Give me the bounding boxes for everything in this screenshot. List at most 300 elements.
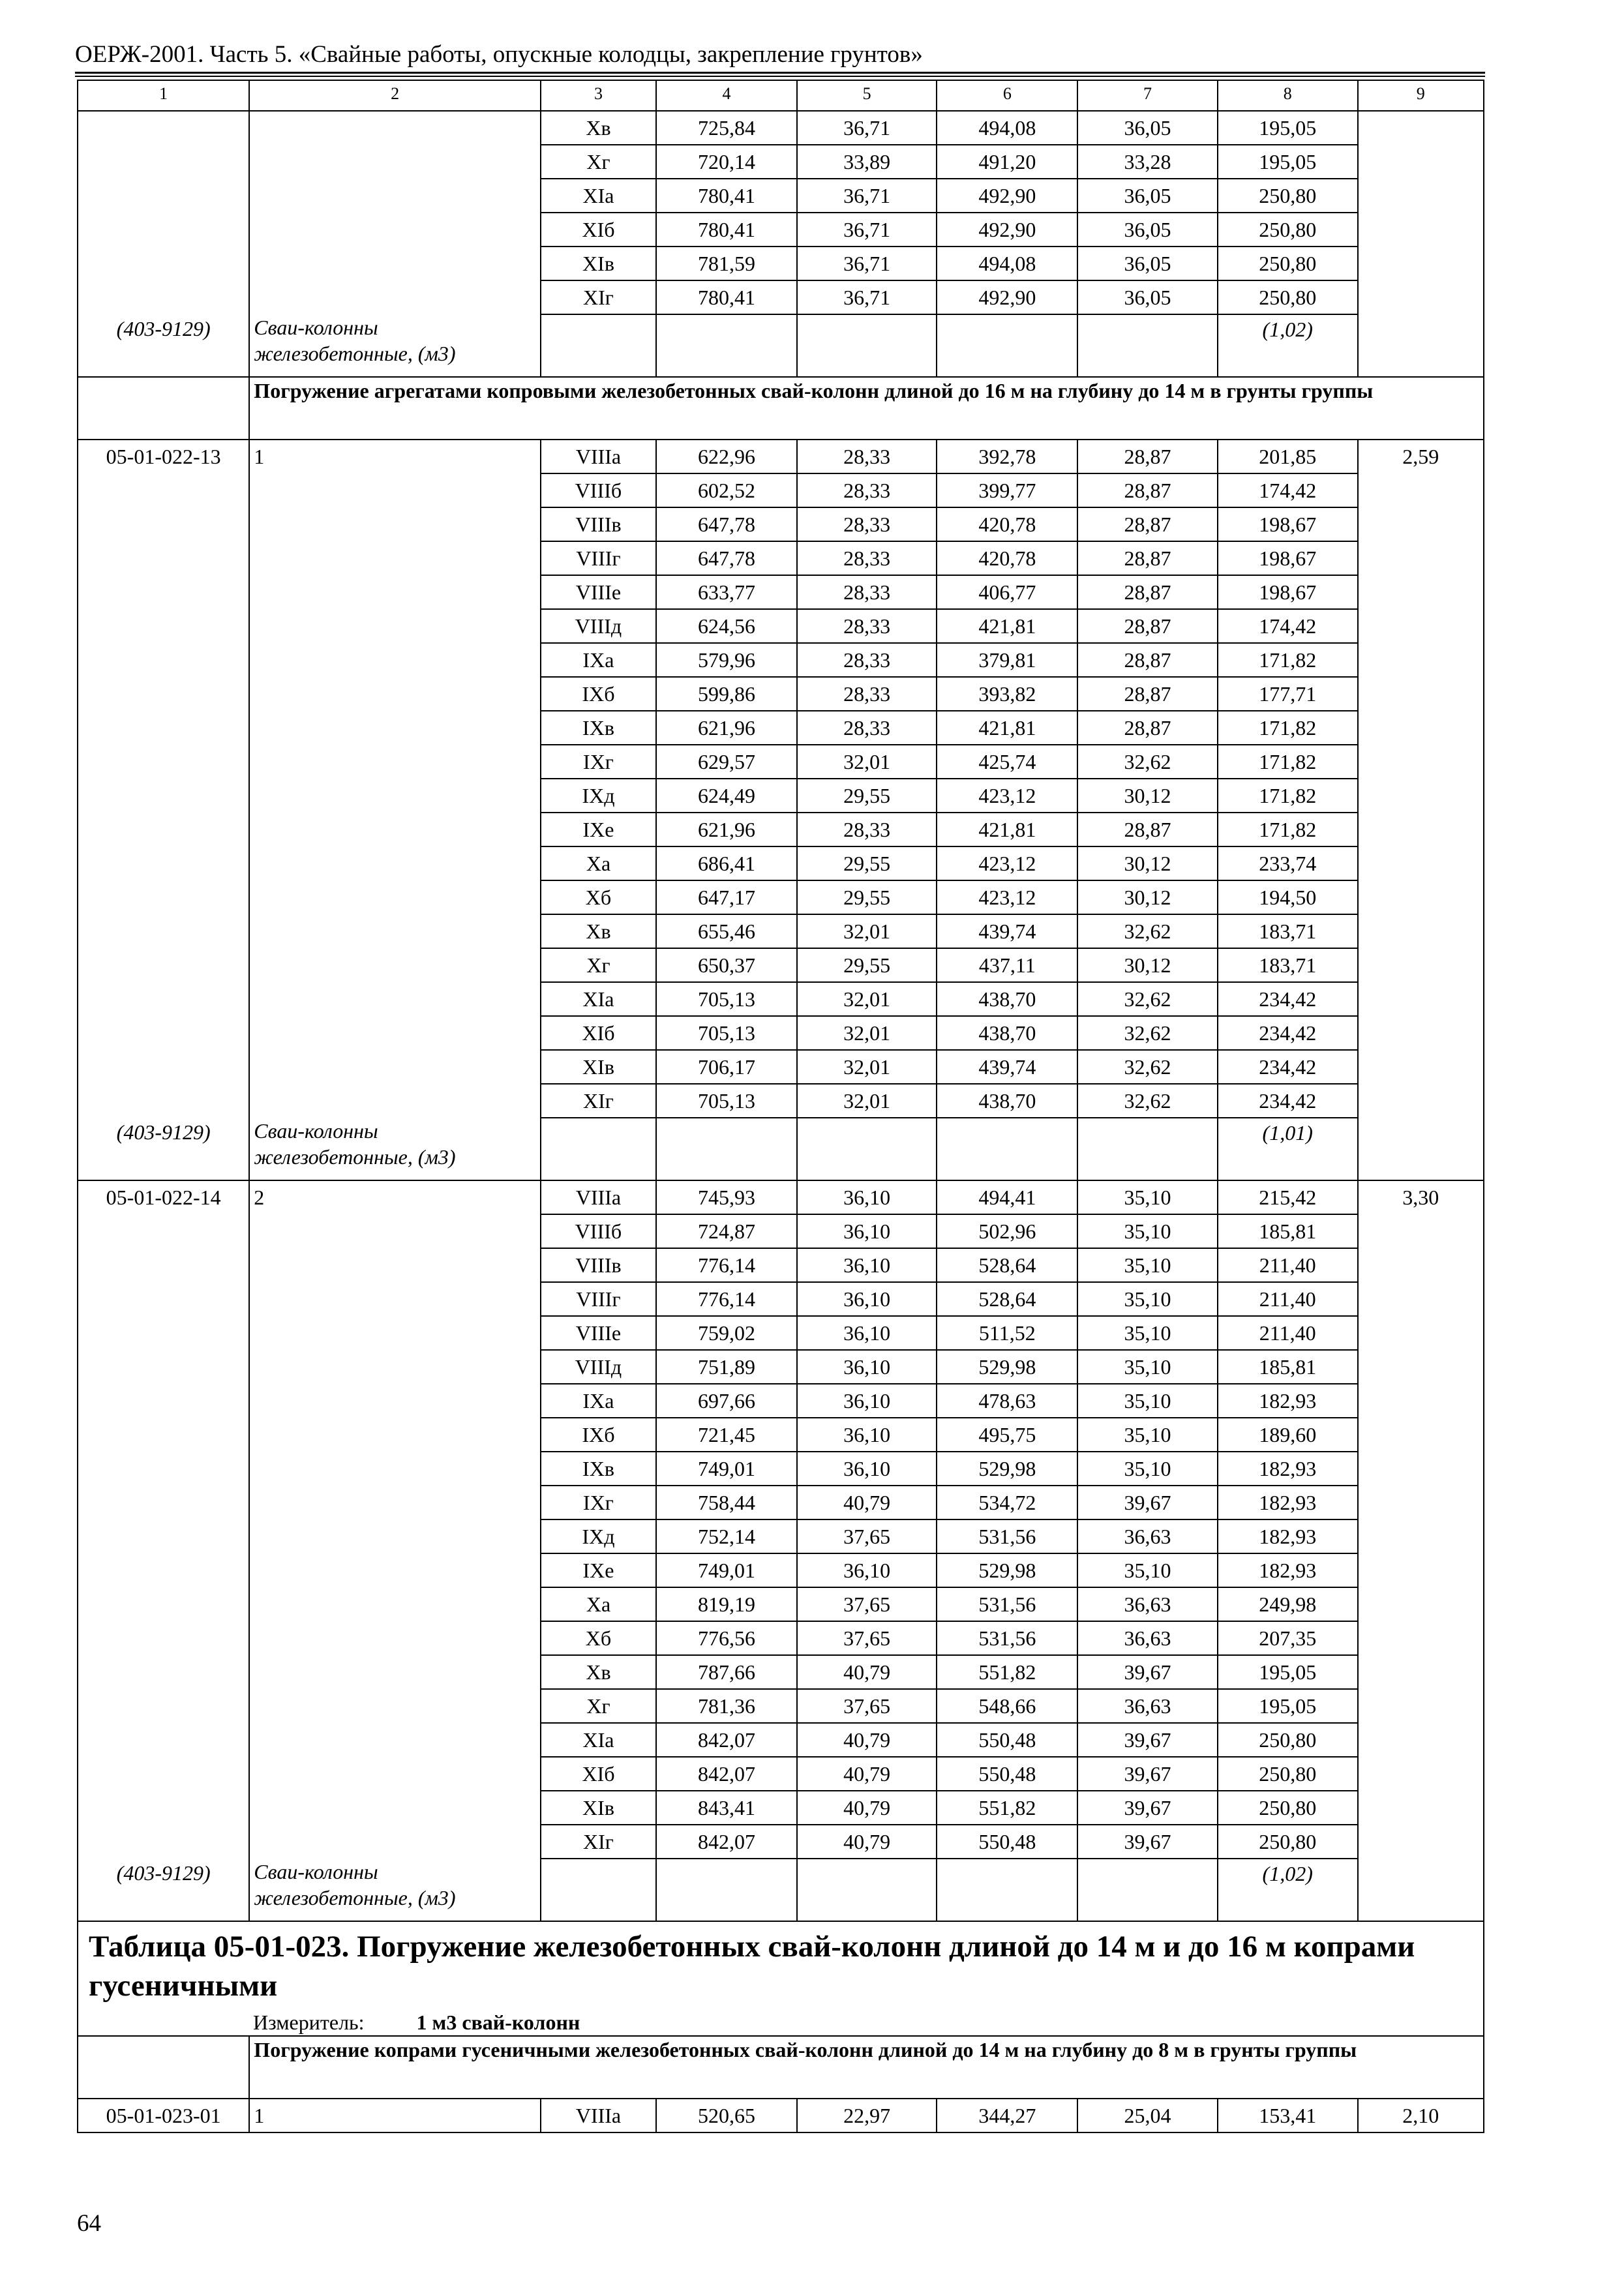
value-cell: 633,77: [656, 575, 797, 609]
value-cell: 36,10: [797, 1248, 937, 1282]
value-cell: 548,66: [937, 1689, 1077, 1723]
group-cell: [249, 1791, 541, 1825]
code-cell: [78, 1084, 249, 1118]
group-cell: [249, 914, 541, 948]
value-cell: 177,71: [1218, 677, 1358, 711]
empty-cell: [1358, 1118, 1484, 1180]
value-cell: 425,74: [937, 745, 1077, 779]
norm-cell: [1358, 1757, 1484, 1791]
empty-cell: [656, 1859, 797, 1921]
soil-class-cell: VIIIд: [541, 609, 656, 643]
soil-class-cell: ХIа: [541, 179, 656, 213]
rate-row: [78, 1655, 1484, 1689]
value-cell: 647,78: [656, 541, 797, 575]
value-cell: 28,33: [797, 711, 937, 745]
norm-cell: [1358, 813, 1484, 846]
material-row: [78, 314, 1484, 377]
value-cell: 28,33: [797, 440, 937, 473]
soil-class-cell: VIIIа: [541, 1180, 656, 1214]
value-cell: 705,13: [656, 1016, 797, 1050]
value-cell: 35,10: [1077, 1316, 1218, 1350]
column-number-cell: 3: [541, 80, 656, 111]
value-cell: 37,65: [797, 1519, 937, 1553]
value-cell: 36,63: [1077, 1519, 1218, 1553]
value-cell: 531,56: [937, 1519, 1077, 1553]
rate-row: [78, 643, 1484, 677]
value-cell: 29,55: [797, 846, 937, 880]
value-cell: 776,14: [656, 1248, 797, 1282]
soil-class-cell: Хг: [541, 1689, 656, 1723]
material-coef-cell: (1,02): [1218, 1859, 1358, 1921]
rate-row: [78, 846, 1484, 880]
value-cell: 749,01: [656, 1553, 797, 1587]
empty-cell: [78, 377, 249, 440]
value-cell: 36,63: [1077, 1587, 1218, 1621]
norm-cell: [1358, 111, 1484, 145]
value-cell: 250,80: [1218, 1825, 1358, 1859]
rate-row: [78, 779, 1484, 813]
value-cell: 35,10: [1077, 1248, 1218, 1282]
value-cell: 621,96: [656, 711, 797, 745]
value-cell: 529,98: [937, 1350, 1077, 1384]
column-number-cell: 6: [937, 80, 1077, 111]
code-cell: [78, 1452, 249, 1486]
value-cell: 534,72: [937, 1486, 1077, 1519]
rate-row: [78, 1486, 1484, 1519]
norm-cell: [1358, 247, 1484, 280]
value-cell: 32,62: [1077, 914, 1218, 948]
soil-class-cell: ХIв: [541, 247, 656, 280]
value-cell: 551,82: [937, 1791, 1077, 1825]
column-number-cell: 5: [797, 80, 937, 111]
rate-row: [78, 1689, 1484, 1723]
value-cell: 32,01: [797, 745, 937, 779]
empty-cell: [937, 1118, 1077, 1180]
subheader-text: Погружение копрами гусеничными железобетонных свай-колонн длиной до 14 м на глубину до 8 м в грунты группы: [249, 2036, 1484, 2099]
value-cell: 211,40: [1218, 1282, 1358, 1316]
value-cell: 686,41: [656, 846, 797, 880]
column-number-cell: 4: [656, 80, 797, 111]
norm-cell: [1358, 1248, 1484, 1282]
soil-class-cell: VIIIв: [541, 1248, 656, 1282]
norm-cell: 2,59: [1358, 440, 1484, 473]
value-cell: 478,63: [937, 1384, 1077, 1418]
norm-cell: [1358, 1282, 1484, 1316]
value-cell: 579,96: [656, 643, 797, 677]
soil-class-cell: VIIIа: [541, 2099, 656, 2132]
soil-class-cell: Хг: [541, 145, 656, 179]
rate-row: [78, 1316, 1484, 1350]
value-cell: 183,71: [1218, 914, 1358, 948]
empty-cell: [1077, 314, 1218, 377]
norm-cell: [1358, 1689, 1484, 1723]
value-cell: 725,84: [656, 111, 797, 145]
value-cell: 29,55: [797, 948, 937, 982]
value-cell: 183,71: [1218, 948, 1358, 982]
norm-cell: [1358, 1553, 1484, 1587]
soil-class-cell: VIIIе: [541, 1316, 656, 1350]
column-number-row: [78, 80, 1484, 111]
norm-cell: [1358, 779, 1484, 813]
column-number-cell: 1: [78, 80, 249, 111]
soil-class-cell: VIIIг: [541, 541, 656, 575]
norm-cell: [1358, 948, 1484, 982]
norm-cell: [1358, 507, 1484, 541]
value-cell: 32,62: [1077, 982, 1218, 1016]
group-cell: [249, 609, 541, 643]
value-cell: 39,67: [1077, 1825, 1218, 1859]
value-cell: 36,71: [797, 280, 937, 314]
material-ref-cell: (403-9129): [78, 314, 249, 377]
value-cell: 439,74: [937, 914, 1077, 948]
value-cell: 421,81: [937, 711, 1077, 745]
group-cell: [249, 880, 541, 914]
page-number: 64: [77, 2210, 101, 2237]
code-cell: [78, 1486, 249, 1519]
rate-row: [78, 1553, 1484, 1587]
soil-class-cell: ХIа: [541, 982, 656, 1016]
value-cell: 423,12: [937, 880, 1077, 914]
value-cell: 250,80: [1218, 247, 1358, 280]
group-cell: [249, 1825, 541, 1859]
norm-cell: [1358, 1587, 1484, 1621]
value-cell: 35,10: [1077, 1350, 1218, 1384]
material-ref-cell: (403-9129): [78, 1118, 249, 1180]
code-cell: [78, 1723, 249, 1757]
value-cell: 706,17: [656, 1050, 797, 1084]
group-cell: [249, 111, 541, 145]
norm-cell: [1358, 1791, 1484, 1825]
value-cell: 655,46: [656, 914, 797, 948]
code-cell: [78, 1553, 249, 1587]
group-cell: [249, 1689, 541, 1723]
value-cell: 494,08: [937, 247, 1077, 280]
group-cell: [249, 779, 541, 813]
group-cell: [249, 1350, 541, 1384]
soil-class-cell: ХIг: [541, 1084, 656, 1118]
rate-row: [78, 745, 1484, 779]
norm-cell: [1358, 1084, 1484, 1118]
norm-cell: [1358, 541, 1484, 575]
soil-class-cell: VIIIб: [541, 473, 656, 507]
group-cell: [249, 179, 541, 213]
soil-class-cell: VIIIа: [541, 440, 656, 473]
value-cell: 697,66: [656, 1384, 797, 1418]
group-cell: [249, 1723, 541, 1757]
rate-row: [78, 473, 1484, 507]
value-cell: 28,87: [1077, 507, 1218, 541]
code-cell: [78, 213, 249, 247]
rate-row: [78, 1418, 1484, 1452]
rate-row: [78, 1587, 1484, 1621]
code-cell: [78, 1316, 249, 1350]
value-cell: 602,52: [656, 473, 797, 507]
value-cell: 492,90: [937, 280, 1077, 314]
group-cell: [249, 1248, 541, 1282]
norm-cell: [1358, 1350, 1484, 1384]
value-cell: 36,63: [1077, 1621, 1218, 1655]
soil-class-cell: IХб: [541, 1418, 656, 1452]
value-cell: 250,80: [1218, 280, 1358, 314]
value-cell: 32,62: [1077, 1050, 1218, 1084]
value-cell: 36,71: [797, 111, 937, 145]
soil-class-cell: ХIб: [541, 1757, 656, 1791]
norm-cell: [1358, 643, 1484, 677]
table-title-cell: [78, 1921, 1484, 2036]
unit-label: Измеритель:: [253, 2011, 365, 2034]
value-cell: 787,66: [656, 1655, 797, 1689]
value-cell: 189,60: [1218, 1418, 1358, 1452]
value-cell: 529,98: [937, 1553, 1077, 1587]
empty-cell: [797, 1859, 937, 1921]
value-cell: 185,81: [1218, 1350, 1358, 1384]
soil-class-cell: VIIIд: [541, 1350, 656, 1384]
empty-cell: [1077, 1859, 1218, 1921]
value-cell: 36,10: [797, 1214, 937, 1248]
value-cell: 36,10: [797, 1350, 937, 1384]
rate-row: [78, 914, 1484, 948]
value-cell: 36,63: [1077, 1689, 1218, 1723]
value-cell: 25,04: [1077, 2099, 1218, 2132]
code-cell: [78, 982, 249, 1016]
value-cell: 35,10: [1077, 1452, 1218, 1486]
code-cell: [78, 575, 249, 609]
rate-row: [78, 711, 1484, 745]
rate-row: [78, 609, 1484, 643]
value-cell: 32,62: [1077, 1016, 1218, 1050]
code-cell: [78, 948, 249, 982]
norm-cell: [1358, 1384, 1484, 1418]
group-cell: [249, 1452, 541, 1486]
code-cell: [78, 643, 249, 677]
value-cell: 28,33: [797, 643, 937, 677]
soil-class-cell: ХIг: [541, 280, 656, 314]
value-cell: 28,87: [1077, 541, 1218, 575]
rate-row: [78, 1050, 1484, 1084]
value-cell: 29,55: [797, 880, 937, 914]
value-cell: 423,12: [937, 779, 1077, 813]
subheader-text: Погружение агрегатами копровыми железобетонных свай-колонн длиной до 16 м на глубину до 14 м в грунты группы: [249, 377, 1484, 440]
norm-cell: [1358, 982, 1484, 1016]
norm-cell: [1358, 1418, 1484, 1452]
group-cell: [249, 677, 541, 711]
value-cell: 36,10: [797, 1316, 937, 1350]
norm-cell: [1358, 1519, 1484, 1553]
value-cell: 182,93: [1218, 1486, 1358, 1519]
code-cell: [78, 1248, 249, 1282]
value-cell: 28,33: [797, 813, 937, 846]
code-cell: [78, 1791, 249, 1825]
value-cell: 647,78: [656, 507, 797, 541]
soil-class-cell: IХг: [541, 1486, 656, 1519]
value-cell: 780,41: [656, 280, 797, 314]
value-cell: 182,93: [1218, 1452, 1358, 1486]
rate-row: [78, 213, 1484, 247]
empty-cell: [1358, 314, 1484, 377]
value-cell: 843,41: [656, 1791, 797, 1825]
value-cell: 174,42: [1218, 473, 1358, 507]
norm-cell: [1358, 677, 1484, 711]
value-cell: 550,48: [937, 1825, 1077, 1859]
norm-cell: [1358, 1452, 1484, 1486]
code-cell: [78, 1655, 249, 1689]
code-cell: [78, 677, 249, 711]
table-title: Таблица 05-01-023. Погружение железобетонных свай-колонн длиной до 14 м и до 16 м копрами гусеничными: [89, 1930, 1415, 2003]
soil-class-cell: IХв: [541, 711, 656, 745]
soil-class-cell: IХа: [541, 1384, 656, 1418]
value-cell: 215,42: [1218, 1180, 1358, 1214]
value-cell: 550,48: [937, 1723, 1077, 1757]
soil-class-cell: VIIIг: [541, 1282, 656, 1316]
value-cell: 32,01: [797, 1016, 937, 1050]
column-number-cell: 8: [1218, 80, 1358, 111]
code-cell: 05-01-022-13: [78, 440, 249, 473]
rate-row: [78, 1825, 1484, 1859]
value-cell: 250,80: [1218, 1791, 1358, 1825]
value-cell: 776,56: [656, 1621, 797, 1655]
value-cell: 201,85: [1218, 440, 1358, 473]
value-cell: 492,90: [937, 213, 1077, 247]
column-number-cell: 7: [1077, 80, 1218, 111]
value-cell: 421,81: [937, 609, 1077, 643]
code-cell: [78, 846, 249, 880]
norm-cell: [1358, 280, 1484, 314]
norm-cell: [1358, 213, 1484, 247]
norm-cell: [1358, 473, 1484, 507]
value-cell: 752,14: [656, 1519, 797, 1553]
soil-class-cell: IХе: [541, 813, 656, 846]
value-cell: 622,96: [656, 440, 797, 473]
value-cell: 234,42: [1218, 1084, 1358, 1118]
rate-row: [78, 280, 1484, 314]
value-cell: 2,10: [1358, 2099, 1484, 2132]
value-cell: 650,37: [656, 948, 797, 982]
value-cell: 30,12: [1077, 948, 1218, 982]
header-rule: [75, 72, 1485, 74]
value-cell: 37,65: [797, 1689, 937, 1723]
value-cell: 399,77: [937, 473, 1077, 507]
value-cell: 28,33: [797, 507, 937, 541]
code-cell: [78, 1214, 249, 1248]
subheader-row: [78, 377, 1484, 440]
code-cell: [78, 1587, 249, 1621]
value-cell: 36,10: [797, 1384, 937, 1418]
value-cell: 198,67: [1218, 507, 1358, 541]
value-cell: 36,71: [797, 179, 937, 213]
value-cell: 502,96: [937, 1214, 1077, 1248]
code-cell: 05-01-023-01: [78, 2099, 249, 2132]
value-cell: 32,01: [797, 1084, 937, 1118]
norm-cell: [1358, 880, 1484, 914]
value-cell: 520,65: [656, 2099, 797, 2132]
value-cell: 36,10: [797, 1553, 937, 1587]
norm-cell: 3,30: [1358, 1180, 1484, 1214]
rate-row: [78, 179, 1484, 213]
soil-class-cell: VIIIб: [541, 1214, 656, 1248]
soil-class-cell: IХа: [541, 643, 656, 677]
norm-cell: [1358, 1486, 1484, 1519]
value-cell: 624,49: [656, 779, 797, 813]
value-cell: 29,55: [797, 779, 937, 813]
value-cell: 439,74: [937, 1050, 1077, 1084]
code-cell: [78, 1519, 249, 1553]
soil-class-cell: Хв: [541, 111, 656, 145]
value-cell: 40,79: [797, 1825, 937, 1859]
material-name-cell: Сваи-колонны железобетонные, (м3): [249, 1859, 541, 1921]
rate-row: [78, 1350, 1484, 1384]
code-cell: [78, 1384, 249, 1418]
group-cell: [249, 846, 541, 880]
document-header: ОЕРЖ-2001. Часть 5. «Свайные работы, опускные колодцы, закрепление грунтов»: [75, 41, 923, 68]
rate-row: [78, 1084, 1484, 1118]
value-cell: 531,56: [937, 1621, 1077, 1655]
value-cell: 195,05: [1218, 145, 1358, 179]
code-cell: [78, 1621, 249, 1655]
rate-row: [78, 880, 1484, 914]
value-cell: 28,87: [1077, 575, 1218, 609]
rate-row: [78, 541, 1484, 575]
value-cell: 36,05: [1077, 111, 1218, 145]
value-cell: 211,40: [1218, 1248, 1358, 1282]
table-title-row: [78, 1921, 1484, 2036]
value-cell: 39,67: [1077, 1723, 1218, 1757]
rate-row: [78, 575, 1484, 609]
value-cell: 842,07: [656, 1723, 797, 1757]
value-cell: 207,35: [1218, 1621, 1358, 1655]
value-cell: 421,81: [937, 813, 1077, 846]
norm-cell: [1358, 846, 1484, 880]
rate-row: [78, 1016, 1484, 1050]
soil-class-cell: ХIб: [541, 1016, 656, 1050]
code-cell: [78, 1825, 249, 1859]
norm-cell: [1358, 711, 1484, 745]
soil-class-cell: ХIв: [541, 1050, 656, 1084]
group-cell: [249, 1282, 541, 1316]
group-cell: [249, 1519, 541, 1553]
norm-cell: [1358, 1050, 1484, 1084]
value-cell: 550,48: [937, 1757, 1077, 1791]
rate-row: [78, 1519, 1484, 1553]
column-number-cell: 9: [1358, 80, 1484, 111]
norm-cell: [1358, 1316, 1484, 1350]
rate-row: [78, 1282, 1484, 1316]
norm-cell: [1358, 609, 1484, 643]
value-cell: 28,87: [1077, 473, 1218, 507]
value-cell: 234,42: [1218, 1050, 1358, 1084]
value-cell: 842,07: [656, 1757, 797, 1791]
group-cell: [249, 473, 541, 507]
value-cell: 32,01: [797, 982, 937, 1016]
group-cell: [249, 1655, 541, 1689]
value-cell: 250,80: [1218, 1723, 1358, 1757]
code-cell: [78, 1757, 249, 1791]
value-cell: 842,07: [656, 1825, 797, 1859]
group-cell: [249, 643, 541, 677]
empty-cell: [1358, 1859, 1484, 1921]
rate-row: [78, 2099, 1484, 2132]
value-cell: 182,93: [1218, 1384, 1358, 1418]
empty-cell: [797, 314, 937, 377]
soil-class-cell: Хв: [541, 1655, 656, 1689]
norm-cell: [1358, 1825, 1484, 1859]
code-cell: [78, 145, 249, 179]
value-cell: 40,79: [797, 1791, 937, 1825]
value-cell: 182,93: [1218, 1553, 1358, 1587]
value-cell: 234,42: [1218, 1016, 1358, 1050]
value-cell: 423,12: [937, 846, 1077, 880]
unit-line: [82, 2009, 1479, 2035]
rate-row: [78, 948, 1484, 982]
